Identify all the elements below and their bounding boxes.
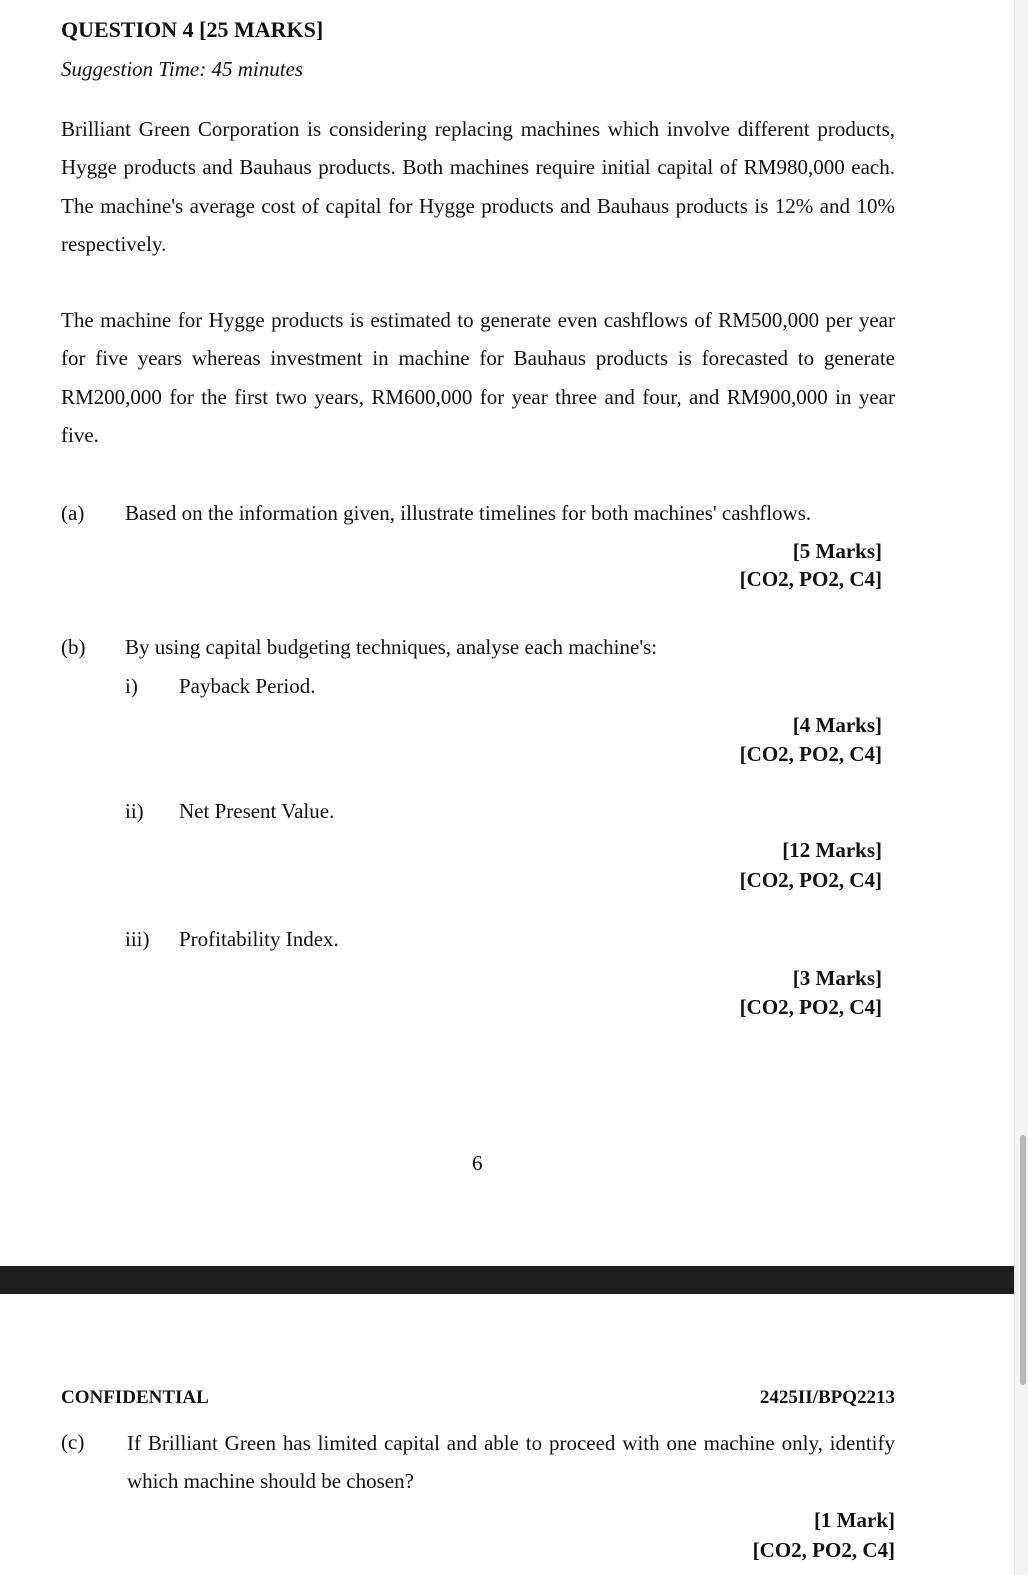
sub-ii-label: ii) [125, 799, 144, 823]
page-separator [0, 1266, 1028, 1294]
scrollbar-thumb[interactable] [1020, 1135, 1026, 1385]
sub-iii-marks: [3 Marks] [792, 966, 882, 990]
question-a-text: Based on the information given, illustrate timelines for both machines' cashflows. [125, 501, 812, 525]
sub-iii-label: iii) [125, 927, 150, 951]
sub-ii-text: Net Present Value. [179, 799, 335, 823]
sub-iii-co: [CO2, PO2, C4] [739, 995, 882, 1019]
sub-ii-co: [CO2, PO2, C4] [739, 868, 882, 892]
sub-i-co: [CO2, PO2, C4] [739, 742, 882, 766]
question-a-co: [CO2, PO2, C4] [739, 567, 882, 591]
suggestion-time: Suggestion Time: 45 minutes [61, 57, 304, 81]
question-c-marks: [1 Mark] [813, 1508, 895, 1532]
sub-iii-text: Profitability Index. [179, 927, 339, 951]
question-b-text: By using capital budgeting techniques, analyse each machine's: [125, 635, 658, 659]
confidential-label: CONFIDENTIAL [61, 1387, 209, 1408]
question-c-label: (c) [61, 1430, 85, 1454]
question-b-label: (b) [61, 635, 86, 659]
question-title: QUESTION 4 [25 MARKS] [61, 17, 324, 42]
sub-ii-marks: [12 Marks] [782, 838, 882, 862]
question-c-co: [CO2, PO2, C4] [752, 1538, 895, 1562]
question-a-label: (a) [61, 501, 85, 525]
vertical-scrollbar[interactable] [1014, 0, 1028, 1575]
sub-i-label: i) [125, 674, 138, 698]
intro-paragraph-1: Brilliant Green Corporation is considering replacing machines which involve different products, Hygge products and Bauhaus products. Both machines require initial capital of RM980,000 each. The machine's average cost of capital for Hygge products and Bauhaus products is 12% and 10% respectively. [61, 117, 895, 257]
question-a-marks: [5 Marks] [792, 539, 882, 563]
intro-paragraph-2: The machine for Hygge products is estimated to generate even cashflows of RM500,000 per year for five years whereas investment in machine for Bauhaus products is forecasted to generate RM200,000 for the first two years, RM600,000 for year three and four, and RM900,000 in year five. [61, 308, 895, 448]
sub-i-text: Payback Period. [179, 674, 316, 698]
page-number: 6 [472, 1151, 483, 1175]
sub-i-marks: [4 Marks] [792, 713, 882, 737]
question-c-text: If Brilliant Green has limited capital and able to proceed with one machine only, identify which machine should be chosen? [127, 1431, 895, 1494]
course-code: 2425II/BPQ2213 [759, 1387, 895, 1408]
